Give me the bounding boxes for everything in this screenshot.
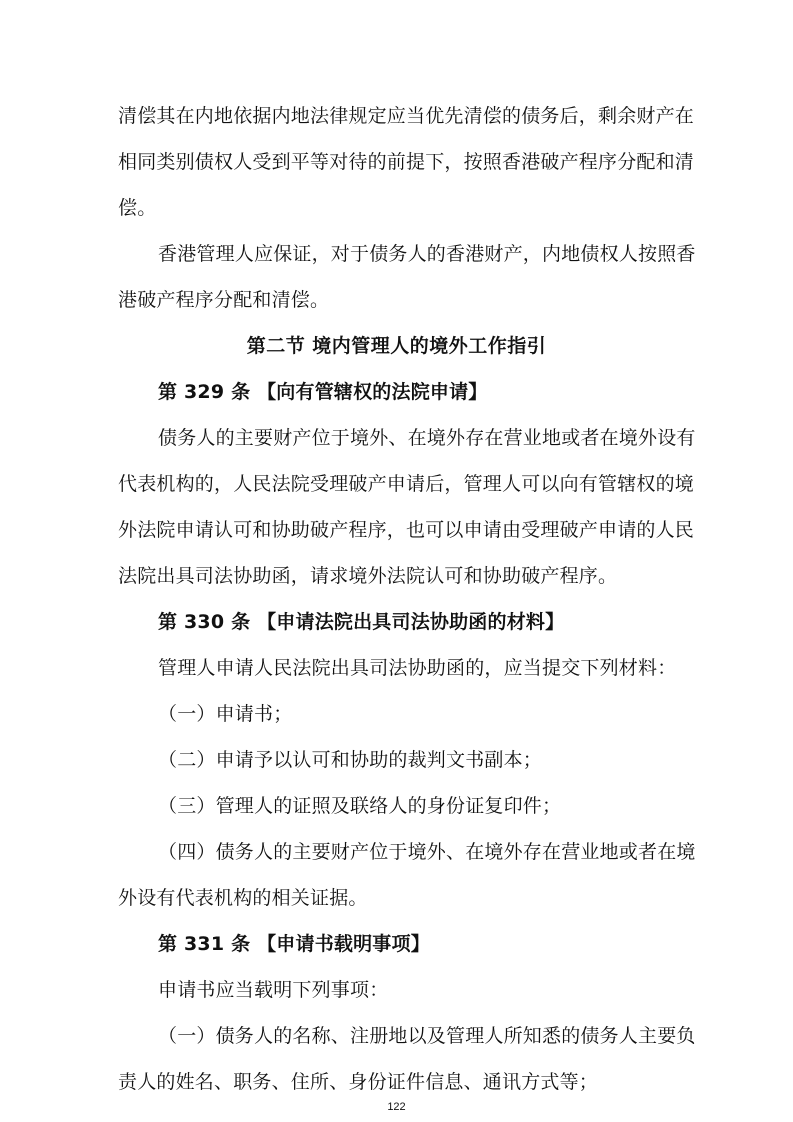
paragraph-line-2: 相同类别债权人受到平等对待的前提下，按照香港破产程序分配和清 (118, 151, 695, 173)
paragraph-line-10: 外法院申请认可和协助破产程序，也可以申请由受理破产申请的人民 (118, 519, 695, 541)
paragraph-line-8: 债务人的主要财产位于境外、在境外存在营业地或者在境外设有 (158, 427, 696, 449)
page-number: 122 (387, 1101, 406, 1113)
article-329-heading: 第 329 条 【向有管辖权的法院申请】 (158, 381, 488, 403)
list-item-5: （一）债务人的名称、注册地以及管理人所知悉的债务人主要负 (158, 1025, 696, 1047)
list-item-5-continued: 责人的姓名、职务、住所、身份证件信息、通讯方式等； (118, 1071, 599, 1093)
list-item-4-continued: 外设有代表机构的相关证据。 (118, 887, 368, 909)
paragraph-line-4: 香港管理人应保证，对于债务人的香港财产，内地债权人按照香 (158, 243, 696, 265)
article-331-heading: 第 331 条 【申请书载明事项】 (158, 933, 430, 955)
section-title: 第二节 境内管理人的境外工作指引 (246, 335, 547, 357)
paragraph-line-9: 代表机构的，人民法院受理破产申请后，管理人可以向有管辖权的境 (118, 473, 695, 495)
article-330-heading: 第 330 条 【申请法院出具司法协助函的材料】 (158, 611, 565, 633)
paragraph-line-13: 管理人申请人民法院出具司法协助函的，应当提交下列材料： (158, 657, 677, 679)
paragraph-line-1: 清偿其在内地依据内地法律规定应当优先清偿的债务后，剩余财产在 (118, 105, 695, 127)
paragraph-line-11: 法院出具司法协助函，请求境外法院认可和协助破产程序。 (118, 565, 618, 587)
paragraph-line-20: 申请书应当载明下列事项： (158, 979, 389, 1001)
list-item-2: （二）申请予以认可和协助的裁判文书副本； (158, 749, 543, 771)
list-item-4: （四）债务人的主要财产位于境外、在境外存在营业地或者在境 (158, 841, 696, 863)
list-item-1: （一）申请书； (158, 703, 293, 725)
list-item-3: （三）管理人的证照及联络人的身份证复印件； (158, 795, 562, 817)
paragraph-line-3: 偿。 (118, 197, 157, 219)
paragraph-line-5: 港破产程序分配和清偿。 (118, 289, 330, 311)
